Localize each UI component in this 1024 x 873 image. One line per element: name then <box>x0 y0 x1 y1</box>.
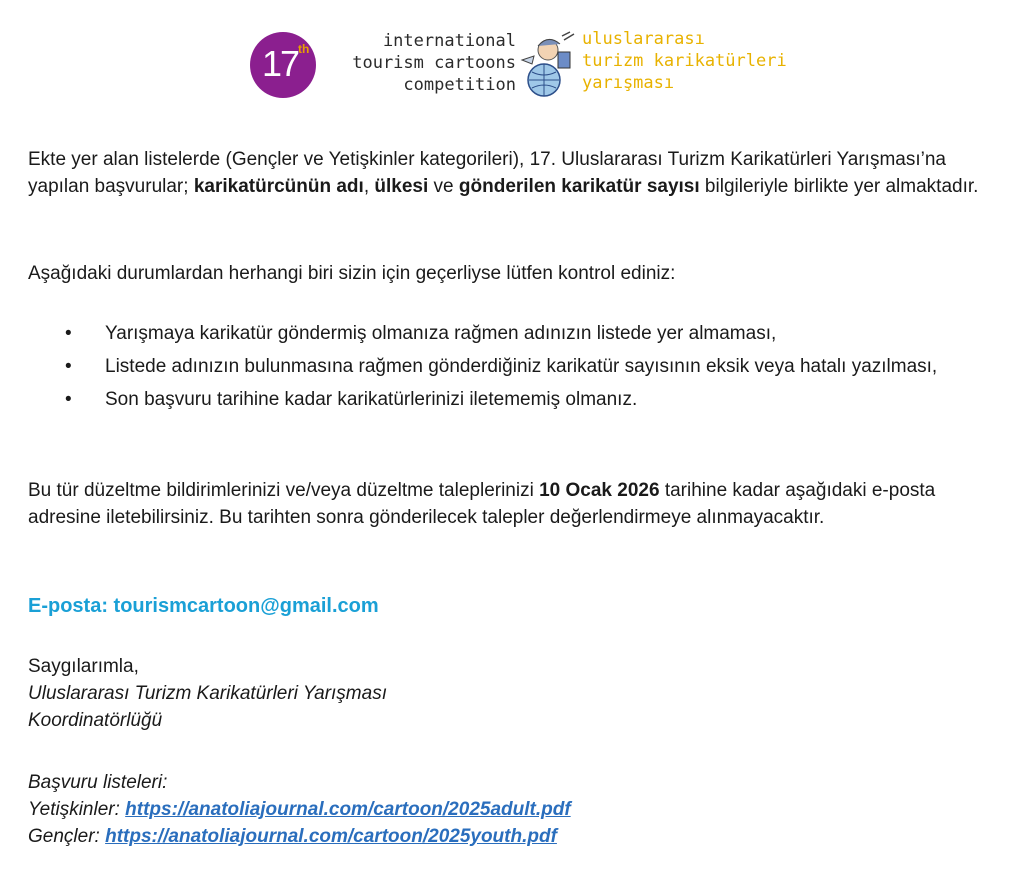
youth-list-link[interactable]: https://anatoliajournal.com/cartoon/2025youth.pdf <box>105 826 557 847</box>
issue-list <box>28 320 1003 413</box>
check-intro: Aşağıdaki durumlardan herhangi biri sizin için geçerliyse lütfen kontrol ediniz: <box>28 263 676 284</box>
list-item: • Yarışmaya karikatür göndermiş olmanıza rağmen adınızın listede yer almaması, <box>28 320 965 347</box>
turkish-title-line: turizm karikatürleri <box>582 51 787 71</box>
intro-text-end: bilgileriyle birlikte yer almaktadır. <box>699 176 979 197</box>
department-name: Koordinatörlüğü <box>28 710 163 731</box>
list-item: • Son başvuru tarihine kadar karikatürlerinizi iletememiş olmanız. <box>28 386 965 413</box>
adult-list-row <box>28 796 571 823</box>
deadline-paragraph <box>28 477 1003 531</box>
intro-bold-count: gönderilen karikatür sayısı <box>458 176 700 197</box>
cartoon-traveler-icon <box>520 30 578 98</box>
organization-name: Uluslararası Turizm Karikatürleri Yarışması <box>28 683 387 704</box>
badge-number: 17 <box>262 43 299 84</box>
email-contact[interactable]: E-posta: tourismcartoon@gmail.com <box>28 595 379 617</box>
english-title-line: tourism cartoons <box>352 53 516 73</box>
turkish-title <box>582 28 812 94</box>
youth-label: Gençler: <box>28 826 106 847</box>
intro-paragraph <box>28 146 1003 200</box>
intro-separator: , <box>363 176 375 197</box>
intro-text: Ekte yer alan listelerde (Gençler ve Yetişkinler kategorileri), 17. Uluslararası Turizm Karikatürleri Yarışması’na yapılan başvurular; <box>28 149 946 197</box>
deadline-date: 10 Ocak 2026 <box>539 480 660 501</box>
turkish-title-line: uluslararası <box>582 29 705 49</box>
intro-bold-country: ülkesi <box>374 176 429 197</box>
deadline-text-end: tarihine kadar aşağıdaki e-posta adresine iletebilirsiniz. Bu tarihten sonra gönderilecek talepler değerlendirmeye alınmayacaktır. <box>28 480 936 528</box>
application-lists <box>28 769 571 850</box>
adult-label: Yetişkinler: <box>28 799 126 820</box>
english-title <box>338 30 516 96</box>
adult-list-link[interactable]: https://anatoliajournal.com/cartoon/2025adult.pdf <box>125 799 571 820</box>
youth-list-row <box>28 823 571 850</box>
deadline-text: Bu tür düzeltme bildirimlerinizi ve/veya düzeltme taleplerinizi <box>28 480 540 501</box>
signature-block <box>28 653 387 734</box>
badge-suffix: th <box>298 42 310 56</box>
lists-heading: Başvuru listeleri: <box>28 772 168 793</box>
turkish-title-line: yarışması <box>582 73 675 93</box>
english-title-line: competition <box>403 75 516 95</box>
intro-bold-name: karikatürcünün adı <box>193 176 364 197</box>
greeting: Saygılarımla, <box>28 656 139 677</box>
competition-logo-header <box>246 24 806 104</box>
intro-separator: ve <box>428 176 459 197</box>
badge-17th-logo <box>250 32 316 98</box>
list-item: • Listede adınızın bulunmasına rağmen gönderdiğiniz karikatür sayısının eksik veya hatalı yazılması, <box>28 353 965 380</box>
english-title-line: international <box>382 31 516 51</box>
